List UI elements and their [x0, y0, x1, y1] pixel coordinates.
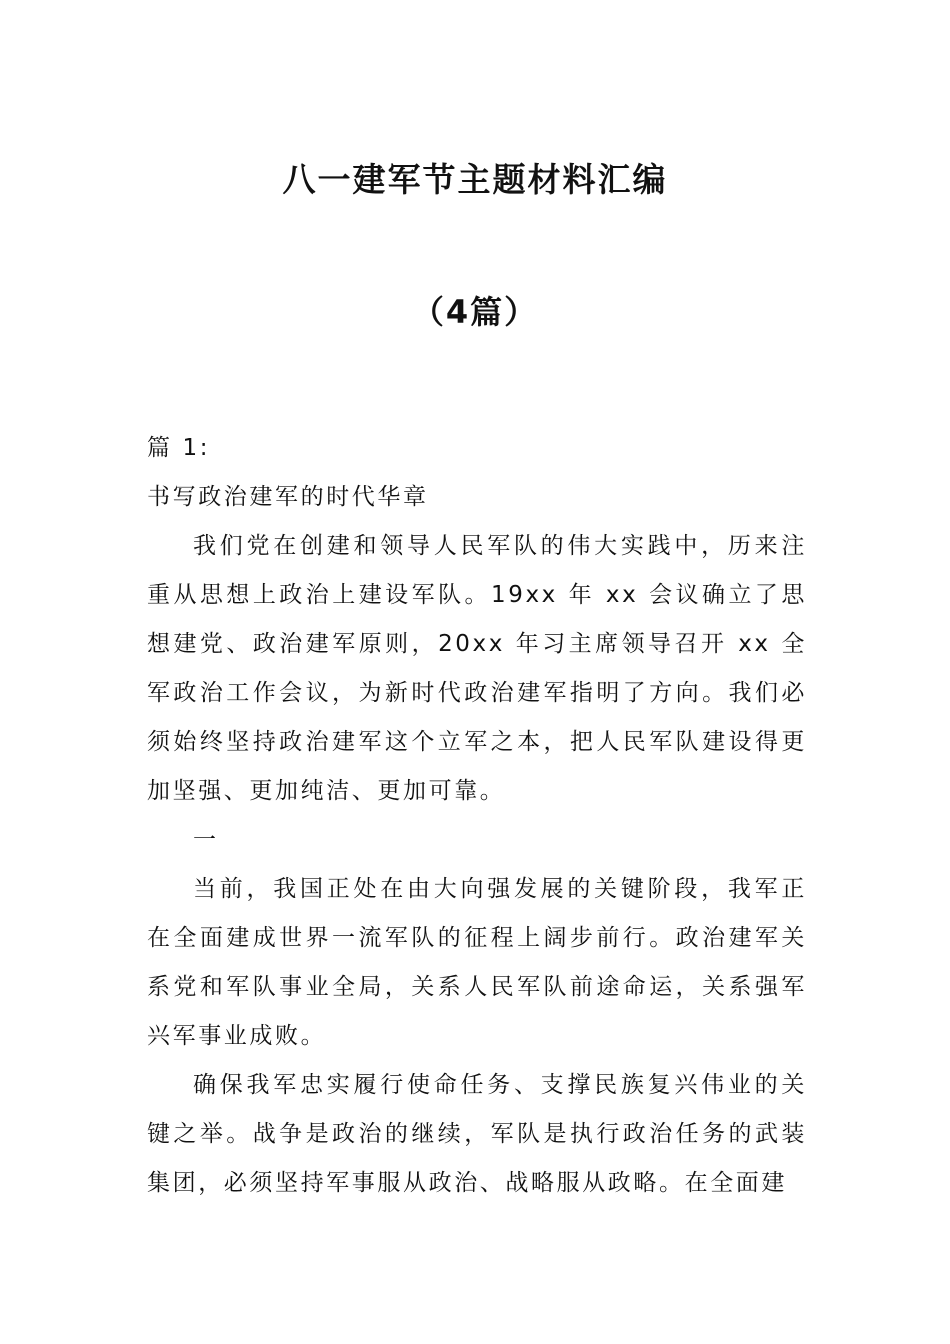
paragraph-intro: 我们党在创建和领导人民军队的伟大实践中，历来注重从思想上政治上建设军队。19xx 年 xx 会议确立了思想建党、政治建军原则，20xx 年习主席领导召开 xx 全军政治工作会议，为新时代政治建军指明了方向。我们必须始终坚持政治建军这个立军之本，把人民军队建设得更加坚强、更加纯洁、更加可靠。 [147, 533, 807, 804]
document-body [147, 424, 807, 1208]
paragraph: 当前，我国正处在由大向强发展的关键阶段，我军正在全面建成世界一流军队的征程上阔步前行。政治建军关系党和军队事业全局，关系人民军队前途命运，关系强军兴军事业成败。 [147, 876, 807, 1049]
paragraph: 确保我军忠实履行使命任务、支撑民族复兴伟业的关键之举。战争是政治的继续，军队是执行政治任务的武装集团，必须坚持军事服从政治、战略服从政略。在全面建 [147, 1072, 807, 1196]
document-title: 八一建军节主题材料汇编 [282, 160, 668, 199]
document-subtitle: （4篇） [411, 293, 539, 331]
part-marker: 一 [193, 827, 219, 853]
article-title: 书写政治建军的时代华章 [147, 484, 429, 510]
section-label: 篇 1: [147, 435, 211, 461]
